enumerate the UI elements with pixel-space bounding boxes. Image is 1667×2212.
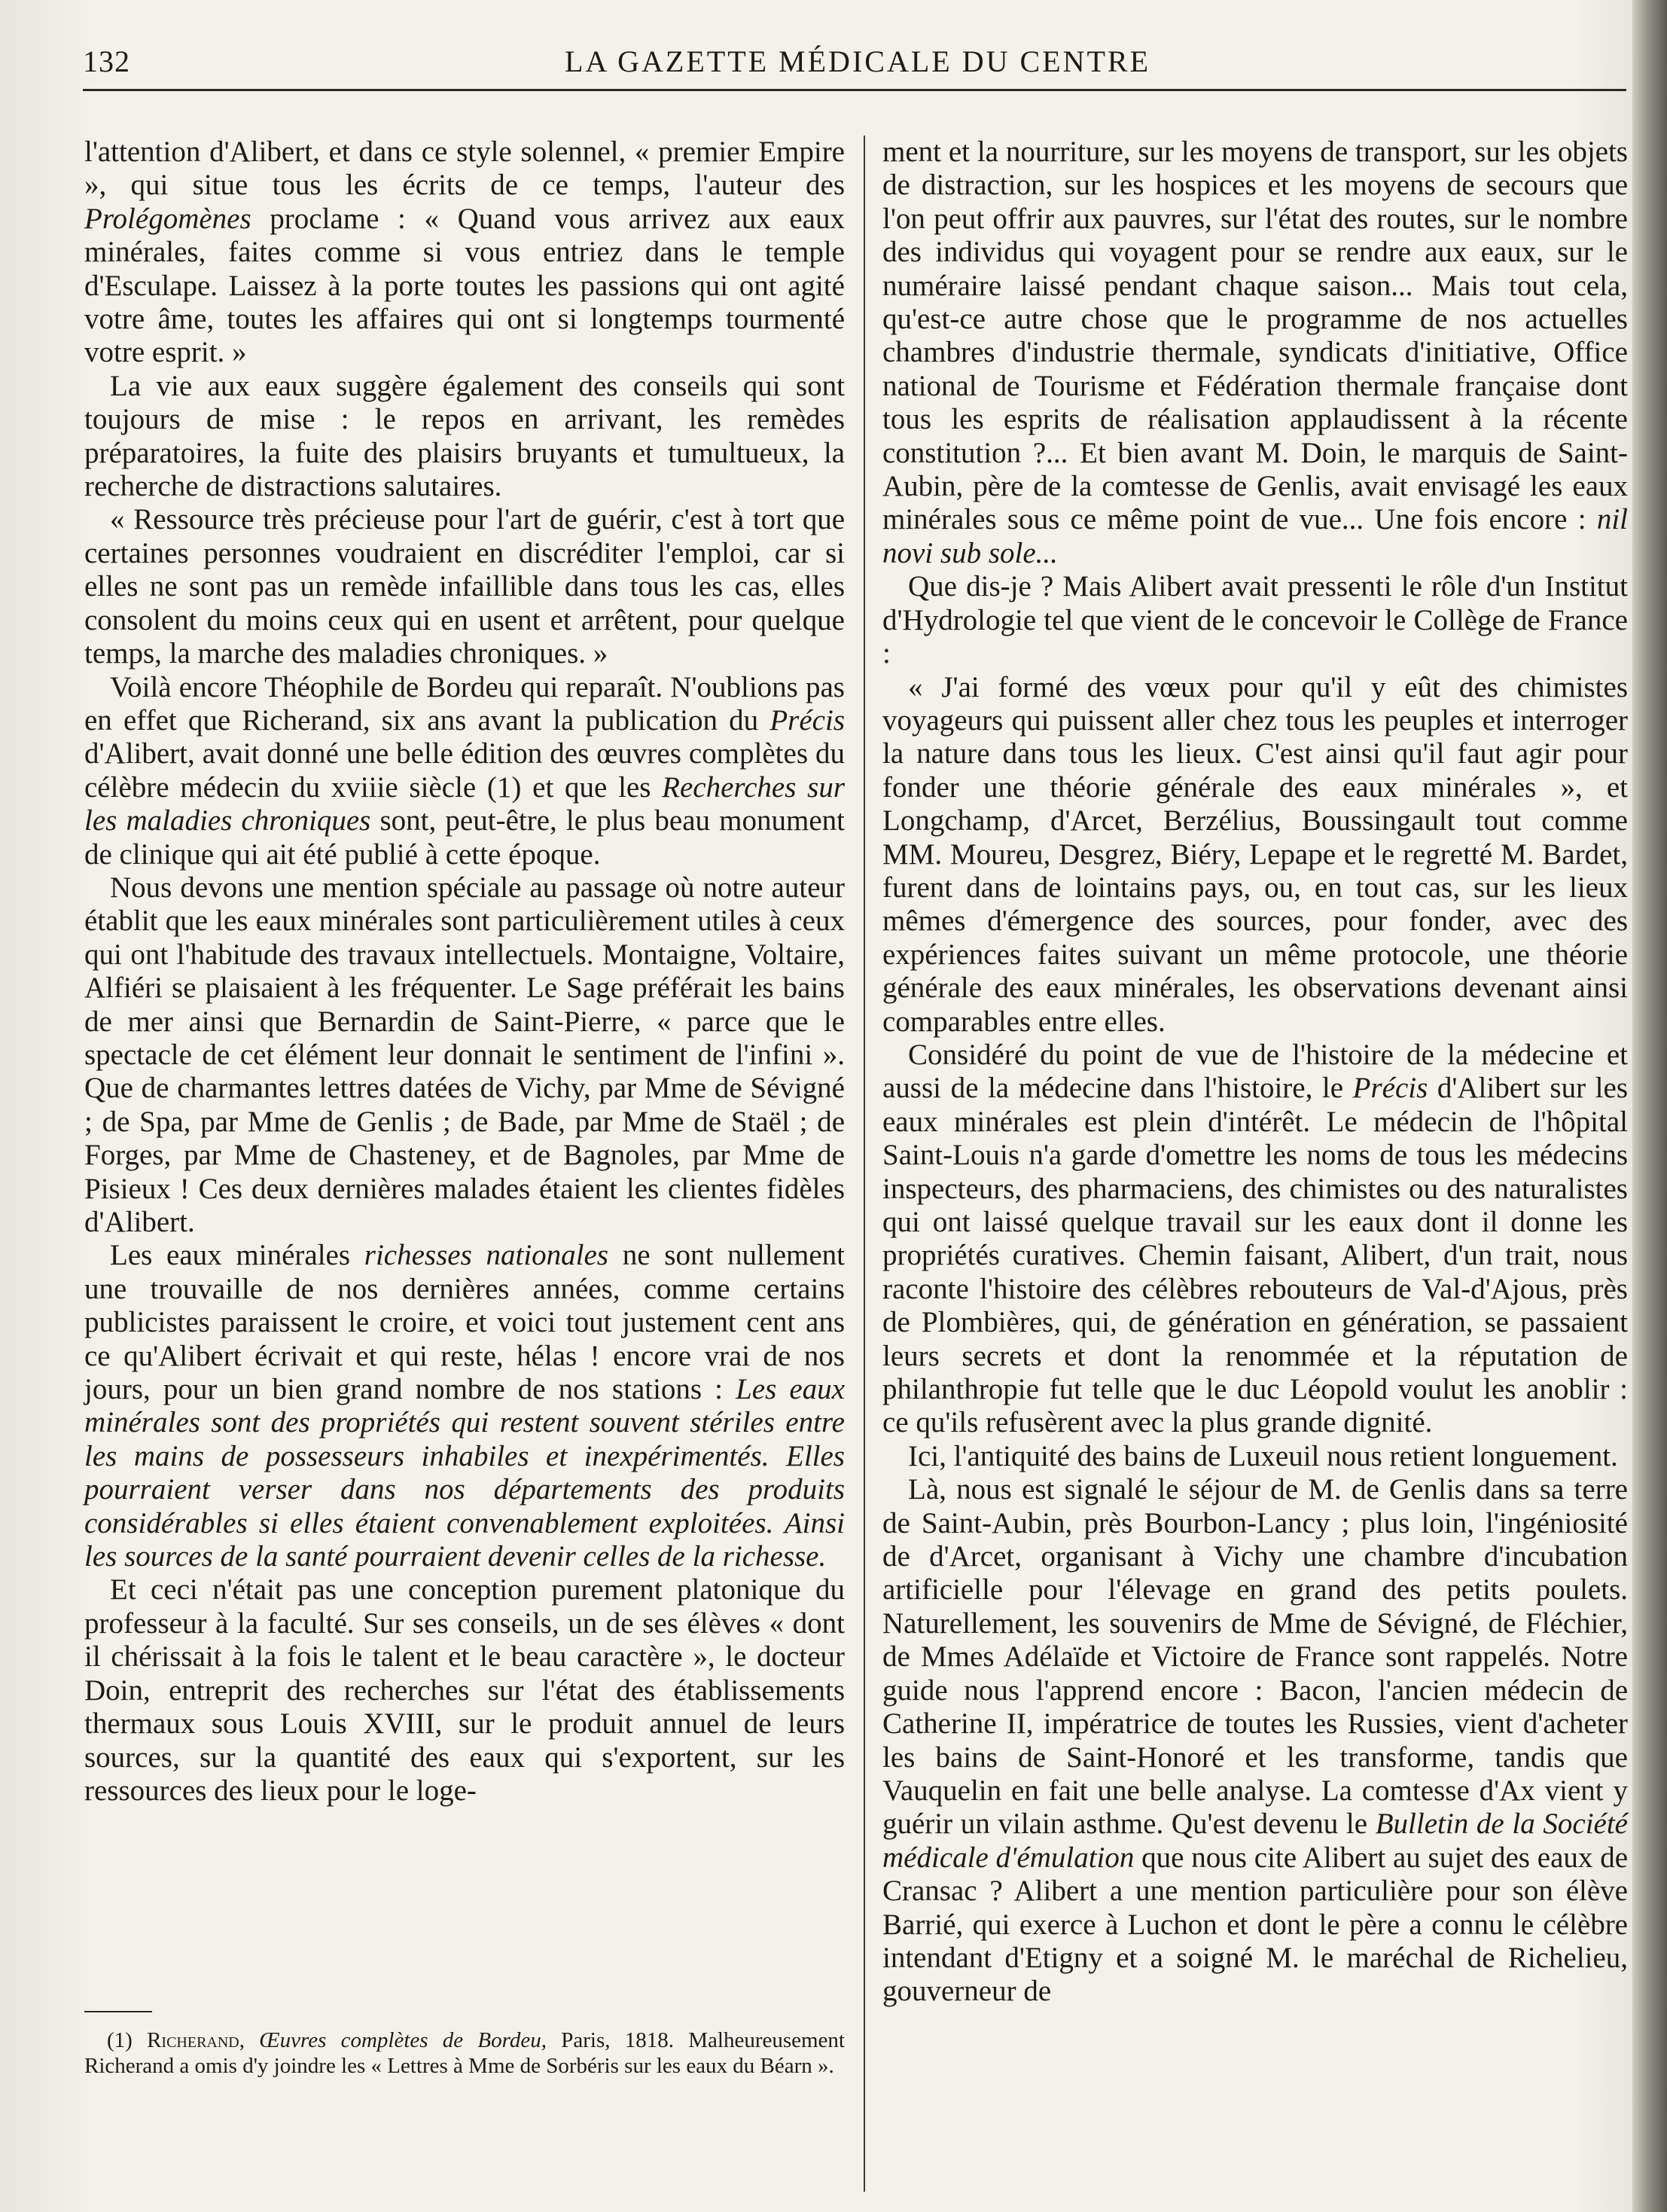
body-text: Considéré du point de vue de l'histoire de la médecine et aussi de la médecine dans l'histoire, le: [882, 1038, 1628, 1105]
page-edge-shadow: [1632, 0, 1667, 2212]
page-header: [83, 44, 1611, 89]
paragraph-p6: [84, 1239, 845, 1573]
italic-text: Recherches sur les maladies chroniques: [84, 770, 845, 838]
footnote-rule: [84, 2011, 152, 2012]
page-number: 132: [83, 44, 130, 78]
body-text: sont, peut-être, le plus beau monument de clinique qui ait été publié à cette époque.: [84, 804, 845, 871]
body-text: « J'ai formé des vœux pour qu'il y eût des chimistes voyageurs qui puissent aller chez tous les peuples et interroger la nature dans tous les lieux. C'est ainsi qu'il faut agir pour fonder une théorie générale des eaux minérales », et Longchamp, d'Arcet, Berzélius, Boussingault tout comme MM. Moureu, Desgrez, Biéry, Lepape et le regretté M. Bardet, furent dans de lointains pays, ou, en tout cas, sur les lieux mêmes d'émergence des sources, pour fonder, avec des expériences faites suivant un même protocole, une théorie générale des eaux minérales, les observations devenant ainsi comparables entre elles.: [882, 670, 1628, 1038]
paragraph-p2: [84, 370, 845, 504]
footnote-author: Richerand,: [147, 2028, 245, 2052]
italic-text: Les eaux minérales sont des propriétés qui restent souvent stériles entre les mains de possesseurs inhabiles et inexpérimentés. Elles pourraient verser dans nos départements des produits considérables si elles étaient convenablement exploitées. Ainsi les sources de la santé pourraient devenir celles de la richesse.: [84, 1373, 845, 1573]
paragraph-p4: [84, 671, 845, 871]
body-text: « Ressource très précieuse pour l'art de guérir, c'est à tort que certaines personnes voudraient en discréditer l'emploi, car si elles ne sont pas un remède infaillible dans tous les cas, elles consolent du moins ceux qui en usent et arrêtent, pour quelque temps, la marche des maladies chroniques. »: [84, 503, 845, 670]
footnote-rest: Paris, 1818. Malheureusement Richerand a omis d'y joindre les « Lettres à Mme de Sorbéris sur les eaux du Béarn ».: [84, 2028, 845, 2078]
body-text: Nous devons une mention spéciale au passage où notre auteur établit que les eaux minérales sont particulièrement utiles à ceux qui ont l'habitude des travaux intellectuels. Montaigne, Voltaire, Alfiéri se plaisaient à les fréquenter. Le Sage préférait les bains de mer ainsi que Bernardin de Saint-Pierre, « parce que le spectacle de cet élément leur donnait le sentiment de l'infini ». Que de charmantes lettres datées de Vichy, par Mme de Sévigné ; de Spa, par Mme de Genlis ; de Bade, par Mme de Staël ; de Forges, par Mme de Chasteney, et de Bagnoles, par Mme de Pisieux ! Ces deux dernières malades étaient les clientes fidèles d'Alibert.: [84, 871, 845, 1238]
paragraph-p11: [882, 1039, 1628, 1440]
body-text: Que dis-je ? Mais Alibert avait pressenti le rôle d'un Institut d'Hydrologie tel que vient de le concevoir le Collège de France :: [882, 570, 1628, 670]
footnote-marker: (1): [107, 2028, 148, 2052]
paragraph-p5: [84, 871, 845, 1239]
body-text: proclame : « Quand vous arrivez aux eaux minérales, faites comme si vous entriez dans le temple d'Esculape. Laissez à la porte toutes les passions qui ont agité votre âme, toutes les affaires qui ont si longtemps tourmenté votre esprit. »: [84, 202, 845, 369]
body-text: d'Alibert, avait donné une belle édition des œuvres complètes du célèbre médecin du xviiie siècle (1) et que les: [84, 737, 845, 804]
body-text: ne sont nullement une trouvaille de nos dernières années, comme certains publicistes paraissent le croire, et voici tout justement cent ans ce qu'Alibert écrivait et qui reste, hélas ! encore vrai de nos jours, pour un bien grand nombre de nos stations :: [84, 1239, 845, 1406]
footnote: [84, 2027, 845, 2079]
body-text: Les eaux minérales: [110, 1239, 364, 1272]
running-title: LA GAZETTE MÉDICALE DU CENTRE: [565, 44, 1151, 78]
column-divider: [864, 136, 865, 2192]
right-column: [882, 136, 1628, 2009]
paragraph-p9: [882, 570, 1628, 670]
italic-text: richesses nationales: [364, 1239, 608, 1272]
italic-text: Précis: [770, 703, 845, 737]
body-text: La vie aux eaux suggère également des conseils qui sont toujours de mise : le repos en arrivant, les remèdes préparatoires, la fuite des plaisirs bruyants et tumultueux, la recherche de distractions salutaires.: [84, 369, 845, 503]
paragraph-p13: [882, 1473, 1628, 2009]
body-text: Voilà encore Théophile de Bordeu qui reparaît. N'oublions pas en effet que Richerand, six ans avant la publication du: [84, 670, 845, 737]
paragraph-p8: [882, 136, 1628, 570]
footnote-text: [84, 2027, 845, 2079]
left-column: [84, 136, 845, 1808]
header-rule: [83, 89, 1626, 91]
body-text: Et ceci n'était pas une conception purement platonique du professeur à la faculté. Sur ses conseils, un de ses élèves « dont il chérissait à la fois le talent et le beau caractère », le docteur Doin, entreprit des recherches sur l'état des établissements thermaux sous Louis XVIII, sur le produit annuel de leurs sources, sur la quantité des eaux qui s'exportent, sur les ressources des lieux pour le loge-: [84, 1573, 845, 1807]
italic-text: Prolégomènes: [84, 202, 251, 235]
italic-text: Bulletin de la Société médicale d'émulation: [882, 1808, 1628, 1874]
body-text: d'Alibert sur les eaux minérales est plein d'intérêt. Le médecin de l'hôpital Saint-Louis n'a garde d'omettre les noms de tous les médecins inspecteurs, des pharmaciens, des chimistes ou des naturalistes qui ont laissé quelque travail sur les eaux dont il donne les propriétés curatives. Chemin faisant, Alibert, d'un trait, nous raconte l'histoire des célèbres rebouteurs de Val-d'Ajous, près de Plombières, qui, de génération en génération, se passaient leurs secrets et dont la renommée et la réputation de philanthropie fut telle que le duc Léopold voulut les anoblir : ce qu'ils refusèrent avec la plus grande dignité.: [882, 1072, 1628, 1439]
body-text: l'attention d'Alibert, et dans ce style solennel, « premier Empire », qui situe tous les écrits de ce temps, l'auteur des: [84, 136, 845, 202]
italic-text: Précis: [1352, 1072, 1428, 1105]
body-text: que nous cite Alibert au sujet des eaux de Cransac ? Alibert a une mention particulière pour son élève Barrié, qui exerce à Luchon et dont le père a connu le célèbre intendant d'Etigny et a soigné M. le maréchal de Richelieu, gouverneur de: [882, 1841, 1629, 2008]
body-text: ment et la nourriture, sur les moyens de transport, sur les objets de distraction, sur les hospices et les moyens de secours que l'on peut offrir aux pauvres, sur l'état des routes, sur le nombre des individus qui voyagent pour se rendre aux eaux, sur le numéraire laissé pendant chaque saison... Mais tout cela, qu'est-ce autre chose que le programme de nos actuelles chambres d'industrie thermale, syndicats d'initiative, Office national de Tourisme et Fédération thermale française dont tous les esprits de réalisation applaudissent à la récente constitution ?... Et bien avant M. Doin, le marquis de Saint-Aubin, père de la comtesse de Genlis, avait envisagé les eaux minérales sous ce même point de vue... Une fois encore :: [882, 136, 1628, 536]
paragraph-p12: [882, 1440, 1628, 1473]
paragraph-p10: [882, 671, 1628, 1039]
italic-text: nil novi sub sole...: [882, 503, 1628, 569]
paragraph-p1: [84, 136, 845, 370]
body-text: Là, nous est signalé le séjour de M. de Genlis dans sa terre de Saint-Aubin, près Bourbon-Lancy ; plus loin, l'ingéniosité de d'Arcet, organisant à Vichy une chambre d'incubation artificielle pour l'élevage en grand des petits poulets. Naturellement, les souvenirs de Mme de Sévigné, de Fléchier, de Mmes Adélaïde et Victoire de France sont rappelés. Notre guide nous l'apprend encore : Bacon, l'ancien médecin de Catherine II, impératrice de toutes les Russies, vient d'acheter les bains de Saint-Honoré et les transforme, tandis que Vauquelin en fait une belle analyse. La comtesse d'Ax vient y guérir un vilain asthme. Qu'est devenu le: [882, 1473, 1628, 1841]
body-text: Ici, l'antiquité des bains de Luxeuil nous retient longuement.: [908, 1439, 1618, 1472]
paragraph-p7: [84, 1573, 845, 1808]
footnote-work-title: Œuvres complètes de Bordeu,: [245, 2028, 547, 2052]
paragraph-p3: [84, 503, 845, 670]
